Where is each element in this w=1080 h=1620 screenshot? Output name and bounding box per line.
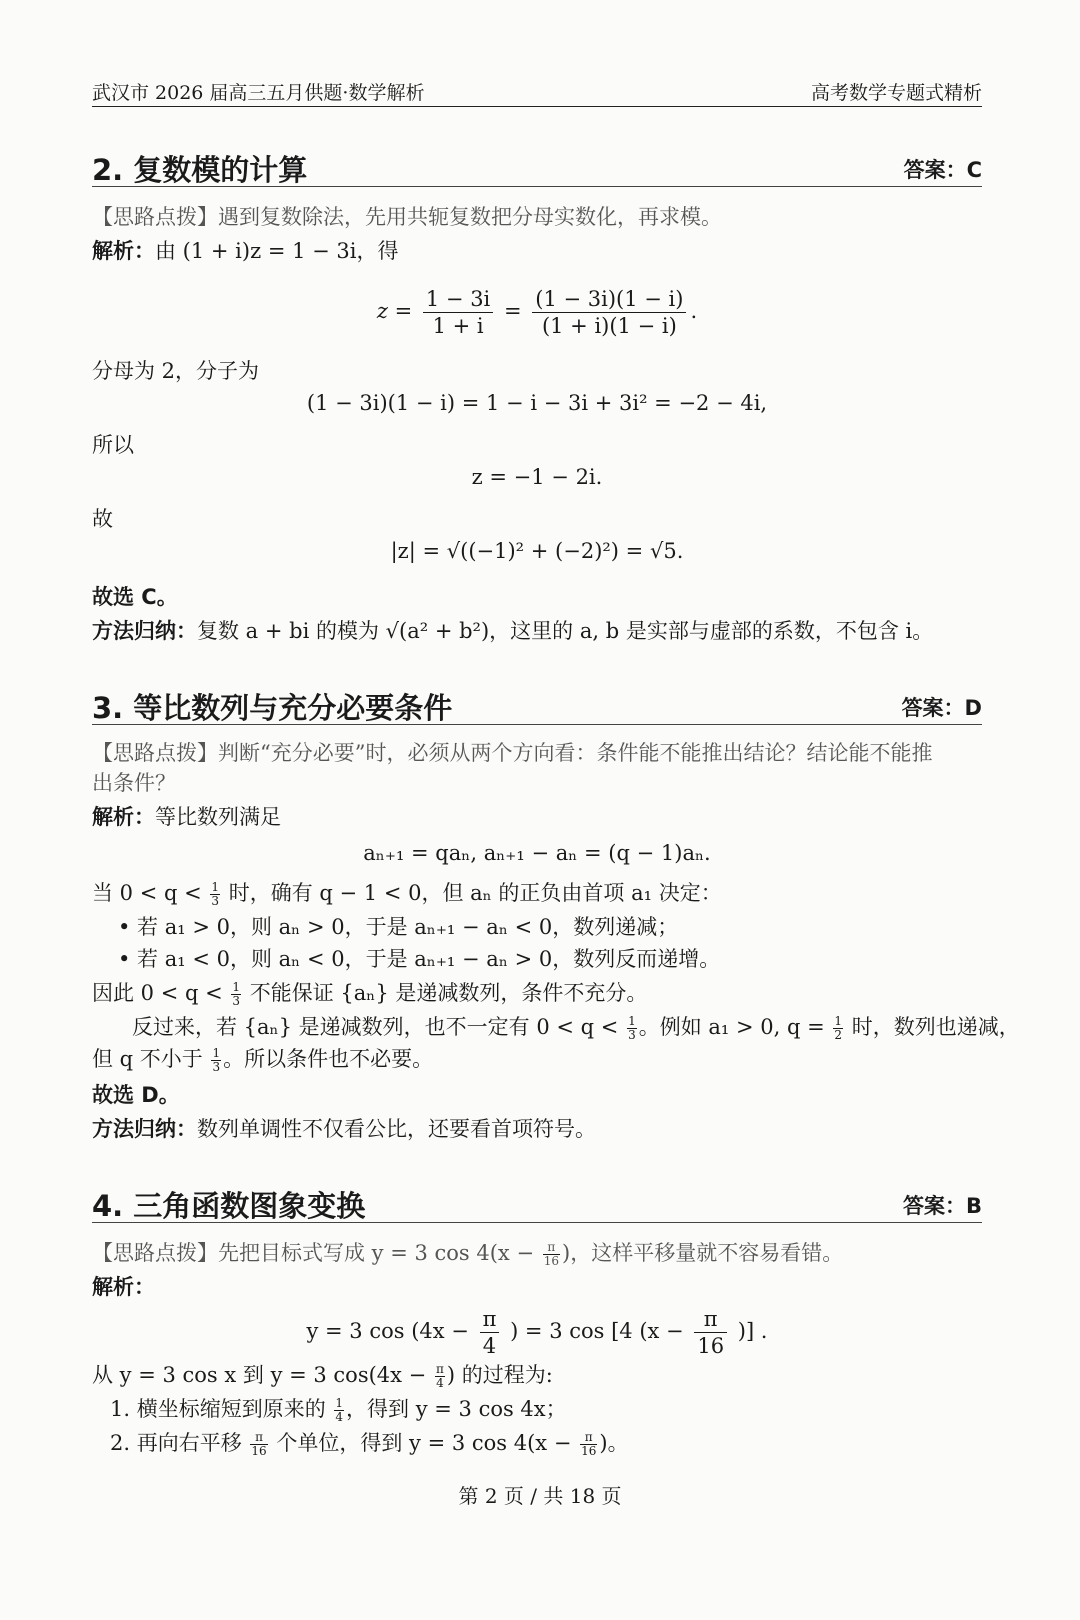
section-q2 — [92, 146, 982, 643]
text-part: 。例如 a₁ > 0, q = — [638, 1015, 825, 1039]
method-label: 方法归纳： — [92, 1117, 197, 1141]
denominator: 3 — [232, 994, 241, 1008]
section-title: 3. 等比数列与充分必要条件 — [92, 691, 453, 725]
denominator: 3 — [212, 1060, 221, 1074]
equation-transform — [92, 1306, 982, 1359]
step-item — [92, 1394, 567, 1424]
analysis-line — [92, 236, 398, 266]
fraction-pi-4 — [480, 1306, 500, 1359]
page-header — [92, 76, 982, 107]
text-line — [92, 1044, 433, 1074]
numerator: 1 — [335, 1396, 344, 1410]
method-label: 方法归纳： — [92, 619, 197, 643]
numerator: (1 − 3i)(1 − i) — [532, 286, 686, 313]
text-part: 。所以条件也不必要。 — [223, 1047, 434, 1071]
text-part: 时，数列也递减， — [851, 1015, 1020, 1039]
text-part: 1. 横坐标缩短到原来的 — [110, 1397, 326, 1421]
fraction-one-third — [210, 881, 220, 908]
step-item — [92, 1428, 629, 1458]
fraction-pi-4 — [435, 1363, 445, 1390]
denominator: (1 + i)(1 − i) — [541, 314, 677, 338]
text-part: 反过来，若 {aₙ} 是递减数列，也不一定有 0 < q < — [132, 1015, 619, 1039]
analysis-line — [92, 802, 281, 832]
text-part: ，得到 y = 3 cos 4x； — [346, 1397, 567, 1421]
numerator: 1 — [834, 1014, 843, 1028]
fraction — [423, 286, 493, 339]
fraction-one-third — [231, 981, 241, 1008]
method-text: 复数 a + bi 的模为 √(a² + b²)，这里的 a, b 是实部与虚部的系数，不包含 i。 — [197, 619, 934, 643]
equation-z-fraction — [92, 286, 982, 339]
eq-equals: = — [503, 299, 522, 323]
text-line: 故 — [92, 507, 113, 531]
equation-sequence: aₙ₊₁ = qaₙ, aₙ₊₁ − aₙ = (q − 1)aₙ. — [363, 841, 711, 865]
denominator: 4 — [482, 1334, 497, 1358]
numerator: 1 — [211, 880, 220, 894]
analysis-label: 解析： — [92, 1275, 155, 1299]
denominator: 1 + i — [432, 314, 484, 338]
text-part: ) = 3 cos [4 (x − — [510, 1319, 684, 1343]
eq-lhs: z = — [376, 299, 413, 323]
denominator: 4 — [436, 1376, 444, 1390]
answer-label: 答案：B — [902, 1194, 982, 1218]
section-title: 4. 三角函数图象变换 — [92, 1189, 366, 1223]
text-part: )。 — [599, 1431, 629, 1455]
denominator: 4 — [335, 1410, 344, 1424]
fraction-one-third — [211, 1047, 221, 1074]
text-part: 2. 再向右平移 — [110, 1431, 242, 1455]
text-line — [92, 878, 722, 908]
numerator: 1 — [232, 980, 241, 994]
method-line — [92, 1114, 596, 1144]
fraction — [532, 286, 686, 339]
answer-label: 答案：D — [901, 696, 982, 720]
text-part: 时，确有 q − 1 < 0，但 aₙ 的正负由首项 a₁ 决定： — [228, 881, 722, 905]
fraction-one-fourth — [334, 1397, 344, 1424]
denominator: 16 — [543, 1254, 560, 1268]
text-part: ) 的过程为: — [446, 1363, 553, 1387]
numerator: π — [250, 1431, 267, 1445]
eq-end: . — [690, 299, 698, 323]
analysis-text: 等比数列满足 — [155, 805, 281, 829]
section-header — [92, 1182, 982, 1223]
fraction-pi-16 — [580, 1431, 597, 1458]
denominator: 16 — [581, 1444, 597, 1458]
section-q4 — [92, 1182, 982, 1458]
numerator: π — [435, 1362, 444, 1376]
text-part: 【思路点拨】先把目标式写成 y = 3 cos 4(x − — [92, 1241, 535, 1265]
page-footer: 第 2 页 / 共 18 页 — [458, 1484, 622, 1508]
hint-text: 出条件？ — [92, 771, 176, 795]
text-part: 从 y = 3 cos x 到 y = 3 cos(4x − — [92, 1363, 427, 1387]
fraction-one-third — [627, 1015, 637, 1042]
fraction-pi-16 — [250, 1431, 267, 1458]
analysis-label: 解析： — [92, 239, 155, 263]
text-part: 因此 0 < q < — [92, 981, 223, 1005]
choice-line: 故选 C。 — [92, 585, 178, 609]
bullet-item: • 若 a₁ < 0，则 aₙ < 0，于是 aₙ₊₁ − aₙ > 0，数列反而递增。 — [118, 947, 721, 971]
header-right: 高考数学专题式精析 — [810, 82, 982, 104]
choice-line: 故选 D。 — [92, 1083, 180, 1107]
text-line — [92, 1360, 553, 1390]
method-line — [92, 616, 933, 646]
text-line — [92, 1012, 1020, 1042]
answer-label: 答案：C — [903, 158, 982, 182]
method-text: 数列单调性不仅看公比，还要看首项符号。 — [197, 1117, 596, 1141]
section-header — [92, 684, 982, 725]
equation-z-result: z = −1 − 2i. — [471, 465, 603, 489]
section-header — [92, 146, 982, 187]
header-left: 武汉市 2026 届高三五月供题·数学解析 — [92, 82, 425, 104]
text-line: 分母为 2，分子为 — [92, 359, 260, 383]
hint-text: 【思路点拨】遇到复数除法，先用共轭复数把分母实数化，再求模。 — [92, 205, 722, 229]
numerator: 1 — [212, 1046, 221, 1060]
section-title: 2. 复数模的计算 — [92, 153, 308, 187]
numerator: π — [694, 1306, 727, 1333]
numerator: π — [480, 1306, 500, 1333]
denominator: 3 — [211, 894, 220, 908]
hint-text — [92, 1238, 843, 1268]
denominator: 3 — [628, 1028, 636, 1042]
numerator: π — [580, 1431, 597, 1445]
bullet-item: • 若 a₁ > 0，则 aₙ > 0，于是 aₙ₊₁ − aₙ < 0，数列递减； — [118, 915, 679, 939]
equation-numerator: (1 − 3i)(1 − i) = 1 − i − 3i + 3i² = −2 − 4i, — [306, 391, 768, 415]
text-part: 但 q 不小于 — [92, 1047, 203, 1071]
equation-modulus: |z| = √((−1)² + (−2)²) = √5. — [390, 539, 684, 563]
section-q3 — [92, 684, 1020, 1141]
analysis-text: 由 (1 + i)z = 1 − 3i，得 — [155, 239, 399, 263]
text-line — [92, 978, 647, 1008]
text-part: 当 0 < q < — [92, 881, 202, 905]
denominator: 16 — [697, 1334, 725, 1358]
analysis-label: 解析： — [92, 805, 155, 829]
denominator: 2 — [834, 1028, 843, 1042]
numerator: π — [543, 1241, 560, 1255]
fraction-pi-16 — [543, 1241, 560, 1268]
text-part: 个单位，得到 y = 3 cos 4(x − — [276, 1431, 572, 1455]
text-part: 不能保证 {aₙ} 是递减数列，条件不充分。 — [249, 981, 648, 1005]
text-part: )，这样平移量就不容易看错。 — [562, 1241, 844, 1265]
text-part: )] . — [737, 1319, 768, 1343]
text-part: y = 3 cos (4x − — [306, 1319, 469, 1343]
fraction-one-half — [833, 1015, 843, 1042]
numerator: 1 — [628, 1014, 636, 1028]
text-line: 所以 — [92, 433, 134, 457]
hint-text: 【思路点拨】判断“充分必要”时，必须从两个方向看：条件能不能推出结论？结论能不能推 — [92, 741, 933, 765]
numerator: 1 − 3i — [423, 286, 493, 313]
fraction-pi-16 — [694, 1306, 727, 1359]
denominator: 16 — [251, 1444, 267, 1458]
